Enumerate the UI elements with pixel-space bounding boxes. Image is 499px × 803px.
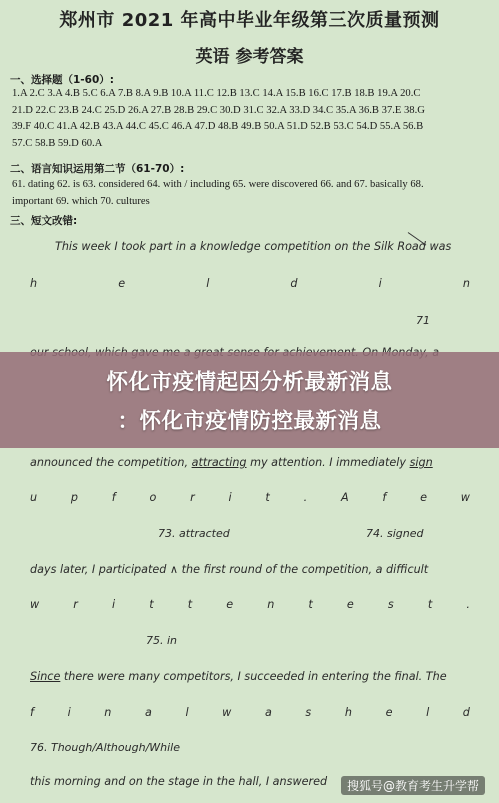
letter: i [378, 277, 382, 290]
section2-heading: 二、语言知识运用第二节（61-70）: [10, 163, 185, 175]
answer-line: 57.C 58.B 59.D 60.A [12, 137, 103, 149]
section1-heading: 一、选择题（1-60）: [10, 74, 114, 86]
letter: l [185, 706, 189, 719]
headline-line-2[interactable]: ：怀化市疫情防控最新消息 [117, 409, 382, 434]
letter: h [344, 706, 352, 719]
answer-line: 39.F 40.C 41.A 42.B 43.A 44.C 45.C 46.A 47.D 48.B 49.B 50.A 51.D 52.B 53.C 54.D 55.A 56.B [12, 121, 424, 132]
answer-line: 61. dating 62. is 63. considered 64. with / including 65. were discovered 66. and 67. basically 68. [12, 179, 424, 190]
essay-line-10: this morning and on the stage in the hall, I answered [30, 775, 328, 788]
letter: i [111, 598, 116, 611]
letter: e [420, 491, 427, 504]
essay-line-5 [30, 491, 470, 504]
letter: t [427, 598, 433, 611]
letter: f [30, 706, 34, 719]
letter: w [30, 598, 40, 611]
letter: t [149, 598, 154, 611]
section3-heading: 三、短文改错: [10, 215, 78, 227]
letter: a [264, 706, 272, 719]
letter: i [67, 706, 71, 719]
page-title: 郑州市 2021 年高中毕业年级第三次质量预测 [59, 10, 440, 31]
correction-note-76: 76. Though/Although/While [30, 741, 180, 754]
letter: d [290, 277, 298, 290]
letter: o [149, 491, 157, 504]
essay-line-6: days later, I participated ∧ the first round of the competition, a difficult [30, 563, 429, 576]
letter: d [462, 706, 470, 719]
letter: r [190, 491, 195, 504]
essay-line-8 [30, 670, 447, 683]
page-subtitle: 英语 参考答案 [195, 47, 304, 67]
letter: . [303, 491, 308, 504]
essay-line-1: This week I took part in a knowledge competition on the Silk Road was [55, 240, 452, 253]
letter: r [73, 598, 78, 611]
letter: f [382, 491, 387, 504]
letter: l [206, 277, 210, 290]
letter: e [226, 598, 234, 611]
underlined-word: Since [30, 670, 61, 683]
letter: u [30, 491, 38, 504]
answer-line: 1.A 2.C 3.A 4.B 5.C 6.A 7.B 8.A 9.B 10.A 11.C 12.B 13.C 14.A 15.B 16.C 17.B 18.B 19.A 20.C [12, 88, 421, 99]
answer-line: important 69. which 70. cultures [12, 195, 150, 207]
underlined-word: sign [409, 456, 433, 469]
letter: p [70, 491, 78, 504]
letter: t [265, 491, 270, 504]
letter: A [340, 491, 349, 504]
letter: e [346, 598, 354, 611]
text-segment: my attention. I immediately [246, 456, 410, 469]
headline-line-1[interactable]: 怀化市疫情起因分析最新消息 [106, 370, 393, 395]
essay-line-2 [30, 277, 470, 290]
letter: s [387, 598, 394, 611]
letter: n [462, 277, 470, 290]
essay-line-9 [30, 706, 470, 719]
underlined-word: attracting [191, 456, 247, 469]
letter: t [187, 598, 193, 611]
letter: i [228, 491, 232, 504]
letter: e [118, 277, 126, 290]
letter: s [305, 706, 312, 719]
letter: e [385, 706, 393, 719]
correction-note-71: 71 [416, 314, 430, 327]
letter: w [222, 706, 232, 719]
section2-answers [12, 177, 490, 210]
letter: n [267, 598, 275, 611]
letter: t [308, 598, 313, 611]
text-segment: announced the competition, [30, 456, 192, 469]
letter: h [30, 277, 38, 290]
correction-note-74: 74. signed [366, 527, 424, 540]
letter: f [111, 491, 116, 504]
letter: a [144, 706, 152, 719]
letter: w [460, 491, 470, 504]
text-segment: there were many competitors, I succeeded in entering the final. The [60, 670, 447, 683]
correction-note-75: 75. in [146, 634, 178, 647]
correction-note-73: 73. attracted [158, 527, 230, 540]
answer-line: 21.D 22.C 23.B 24.C 25.D 26.A 27.B 28.B 29.C 30.D 31.C 32.A 33.D 34.C 35.A 36.B 37.E 38.G [12, 104, 425, 116]
essay-line-4 [30, 456, 433, 469]
watermark: 搜狐号@教育考生升学帮 [341, 776, 485, 795]
letter: l [426, 706, 430, 719]
section1-answers [12, 86, 490, 152]
letter: . [466, 598, 470, 611]
letter: n [104, 706, 112, 719]
essay-line-7 [30, 598, 470, 611]
